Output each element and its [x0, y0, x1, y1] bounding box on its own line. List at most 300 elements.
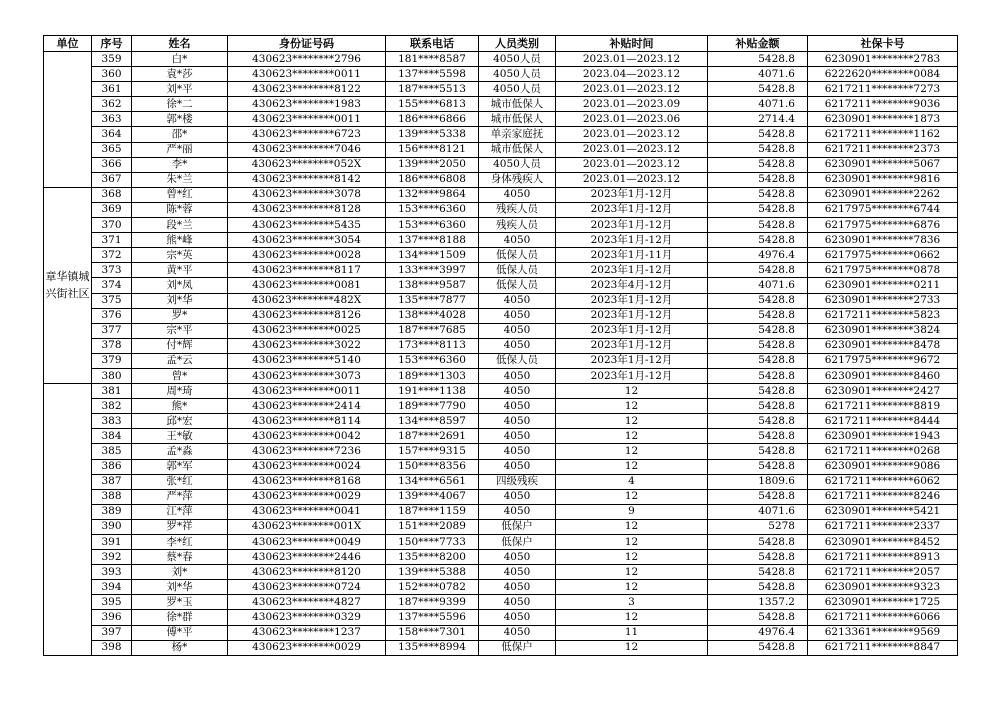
cell-id-number: 430623********8114: [228, 414, 386, 429]
cell-social-card: 6230901********0211: [808, 278, 958, 293]
cell-name: 刘*平: [132, 82, 228, 97]
cell-phone: 137****5596: [386, 610, 479, 625]
cell-phone: 135****8994: [386, 640, 479, 655]
cell-id-number: 430623********7236: [228, 444, 386, 459]
cell-subsidy-period: 2023.04—2023.12: [556, 67, 708, 82]
header-social-card: 社保卡号: [808, 36, 958, 52]
cell-name: 曾*: [132, 368, 228, 383]
cell-category: 4050: [479, 580, 556, 595]
cell-seq: 397: [92, 625, 132, 640]
cell-subsidy-amount: 5428.8: [708, 353, 808, 368]
table-row: [44, 218, 958, 233]
cell-category: 4050: [479, 444, 556, 459]
table-row: [44, 610, 958, 625]
cell-category: 4050: [479, 293, 556, 308]
table-row: [44, 640, 958, 655]
cell-subsidy-period: 2023年1月-12月: [556, 353, 708, 368]
cell-social-card: 6217211********1162: [808, 127, 958, 142]
table-row: [44, 293, 958, 308]
cell-category: 低保户: [479, 535, 556, 550]
cell-phone: 153****6360: [386, 218, 479, 233]
cell-phone: 137****8188: [386, 233, 479, 248]
cell-seq: 364: [92, 127, 132, 142]
cell-unit: [44, 52, 92, 188]
cell-seq: 378: [92, 338, 132, 353]
cell-subsidy-period: 12: [556, 550, 708, 565]
cell-social-card: 6217211********8913: [808, 550, 958, 565]
cell-seq: 369: [92, 202, 132, 217]
cell-id-number: 430623********7046: [228, 142, 386, 157]
cell-subsidy-amount: 5428.8: [708, 429, 808, 444]
cell-phone: 133****3997: [386, 263, 479, 278]
cell-seq: 379: [92, 353, 132, 368]
cell-phone: 139****5338: [386, 127, 479, 142]
cell-name: 刘*: [132, 565, 228, 580]
cell-phone: 187****9399: [386, 595, 479, 610]
cell-subsidy-amount: 5428.8: [708, 580, 808, 595]
table-row: [44, 550, 958, 565]
cell-id-number: 430623********0011: [228, 112, 386, 127]
cell-id-number: 430623********482X: [228, 293, 386, 308]
cell-social-card: 6230901********8478: [808, 338, 958, 353]
cell-category: 城市低保人: [479, 112, 556, 127]
cell-id-number: 430623********8128: [228, 202, 386, 217]
cell-category: 4050: [479, 459, 556, 474]
cell-name: 严*萍: [132, 489, 228, 504]
cell-subsidy-period: 2023年1月-12月: [556, 338, 708, 353]
cell-social-card: 6230901********1943: [808, 429, 958, 444]
cell-phone: 187****2691: [386, 429, 479, 444]
cell-seq: 386: [92, 459, 132, 474]
table-row: [44, 172, 958, 187]
cell-subsidy-period: 2023.01—2023.12: [556, 142, 708, 157]
cell-unit: 章华镇城兴街社区: [44, 187, 92, 383]
cell-seq: 376: [92, 308, 132, 323]
cell-social-card: 6230901********3824: [808, 323, 958, 338]
table-row: [44, 248, 958, 263]
cell-subsidy-amount: 5428.8: [708, 52, 808, 67]
cell-subsidy-period: 12: [556, 565, 708, 580]
cell-name: 熊*: [132, 399, 228, 414]
cell-subsidy-amount: 1809.6: [708, 474, 808, 489]
header-name: 姓名: [132, 36, 228, 52]
cell-seq: 372: [92, 248, 132, 263]
cell-subsidy-amount: 4071.6: [708, 67, 808, 82]
cell-social-card: 6230901********5067: [808, 157, 958, 172]
table-row: [44, 444, 958, 459]
cell-name: 罗*祥: [132, 519, 228, 534]
cell-id-number: 430623********0081: [228, 278, 386, 293]
cell-id-number: 430623********001X: [228, 519, 386, 534]
cell-name: 袁*莎: [132, 67, 228, 82]
cell-subsidy-period: 12: [556, 640, 708, 655]
cell-phone: 181****8587: [386, 52, 479, 67]
table-row: [44, 97, 958, 112]
cell-subsidy-period: 12: [556, 489, 708, 504]
header-seq: 序号: [92, 36, 132, 52]
header-subsidy-period: 补贴时间: [556, 36, 708, 52]
cell-subsidy-period: 2023.01—2023.12: [556, 127, 708, 142]
table-row: [44, 202, 958, 217]
cell-id-number: 430623********0041: [228, 504, 386, 519]
cell-seq: 395: [92, 595, 132, 610]
cell-subsidy-amount: 5428.8: [708, 444, 808, 459]
cell-id-number: 430623********0028: [228, 248, 386, 263]
cell-subsidy-period: 2023.01—2023.12: [556, 82, 708, 97]
cell-subsidy-period: 2023.01—2023.12: [556, 52, 708, 67]
cell-social-card: 6213361********9569: [808, 625, 958, 640]
cell-id-number: 430623********2414: [228, 399, 386, 414]
cell-name: 付*辉: [132, 338, 228, 353]
cell-category: 4050: [479, 399, 556, 414]
table-row: [44, 474, 958, 489]
cell-id-number: 430623********8117: [228, 263, 386, 278]
cell-subsidy-amount: 5428.8: [708, 489, 808, 504]
cell-subsidy-amount: 2714.4: [708, 112, 808, 127]
table-row: [44, 338, 958, 353]
cell-name: 徐*二: [132, 97, 228, 112]
cell-social-card: 6217211********8847: [808, 640, 958, 655]
cell-seq: 377: [92, 323, 132, 338]
table-row: [44, 52, 958, 67]
cell-subsidy-period: 2023年1月-12月: [556, 187, 708, 202]
cell-subsidy-period: 2023.01—2023.09: [556, 97, 708, 112]
cell-id-number: 430623********2446: [228, 550, 386, 565]
cell-name: 李*红: [132, 535, 228, 550]
cell-social-card: 6230901********7836: [808, 233, 958, 248]
cell-phone: 150****8356: [386, 459, 479, 474]
table-row: [44, 595, 958, 610]
cell-subsidy-amount: 4071.6: [708, 504, 808, 519]
cell-social-card: 6230901********1873: [808, 112, 958, 127]
cell-seq: 384: [92, 429, 132, 444]
cell-phone: 155****6813: [386, 97, 479, 112]
cell-subsidy-period: 2023.01—2023.06: [556, 112, 708, 127]
cell-name: 郭*楼: [132, 112, 228, 127]
cell-name: 周*琦: [132, 384, 228, 399]
cell-social-card: 6217211********6062: [808, 474, 958, 489]
cell-id-number: 430623********0042: [228, 429, 386, 444]
cell-social-card: 6217211********5823: [808, 308, 958, 323]
cell-id-number: 430623********4827: [228, 595, 386, 610]
cell-subsidy-amount: 5428.8: [708, 414, 808, 429]
cell-subsidy-period: 2023年1月-12月: [556, 263, 708, 278]
cell-name: 白*: [132, 52, 228, 67]
table-row: [44, 489, 958, 504]
cell-name: 陈*蓉: [132, 202, 228, 217]
cell-phone: 156****8121: [386, 142, 479, 157]
cell-subsidy-amount: 5428.8: [708, 82, 808, 97]
cell-name: 杨*: [132, 640, 228, 655]
cell-id-number: 430623********5435: [228, 218, 386, 233]
cell-social-card: 6217975********6744: [808, 202, 958, 217]
table-row: [44, 399, 958, 414]
cell-seq: 374: [92, 278, 132, 293]
cell-subsidy-period: 12: [556, 384, 708, 399]
cell-seq: 396: [92, 610, 132, 625]
cell-category: 低保人员: [479, 248, 556, 263]
cell-id-number: 430623********2796: [228, 52, 386, 67]
cell-seq: 370: [92, 218, 132, 233]
cell-id-number: 430623********8120: [228, 565, 386, 580]
cell-id-number: 430623********3022: [228, 338, 386, 353]
cell-name: 邵*: [132, 127, 228, 142]
table-row: [44, 263, 958, 278]
cell-seq: 390: [92, 519, 132, 534]
cell-seq: 361: [92, 82, 132, 97]
cell-category: 低保户: [479, 519, 556, 534]
cell-subsidy-amount: 5428.8: [708, 233, 808, 248]
cell-name: 李*: [132, 157, 228, 172]
cell-category: 4050: [479, 489, 556, 504]
cell-id-number: 430623********0029: [228, 640, 386, 655]
cell-subsidy-amount: 5428.8: [708, 565, 808, 580]
cell-subsidy-amount: 5428.8: [708, 535, 808, 550]
table-row: [44, 323, 958, 338]
cell-seq: 360: [92, 67, 132, 82]
cell-id-number: 430623********3054: [228, 233, 386, 248]
cell-name: 黄*平: [132, 263, 228, 278]
table-row: [44, 580, 958, 595]
cell-name: 孟*淼: [132, 444, 228, 459]
cell-subsidy-period: 2023年4月-12月: [556, 278, 708, 293]
cell-social-card: 6217211********6066: [808, 610, 958, 625]
header-subsidy-amount: 补贴金额: [708, 36, 808, 52]
cell-subsidy-amount: 5428.8: [708, 640, 808, 655]
cell-phone: 135****8200: [386, 550, 479, 565]
cell-seq: 363: [92, 112, 132, 127]
cell-category: 4050: [479, 338, 556, 353]
cell-name: 郭*军: [132, 459, 228, 474]
cell-social-card: 6217211********7273: [808, 82, 958, 97]
cell-category: 4050: [479, 323, 556, 338]
table-row: [44, 625, 958, 640]
table-row: [44, 519, 958, 534]
cell-name: 刘*凤: [132, 278, 228, 293]
cell-subsidy-amount: 5428.8: [708, 338, 808, 353]
cell-subsidy-period: 2023年1月-11月: [556, 248, 708, 263]
table-row: [44, 535, 958, 550]
cell-category: 4050: [479, 187, 556, 202]
table-row: [44, 82, 958, 97]
cell-category: 4050: [479, 504, 556, 519]
cell-subsidy-period: 12: [556, 459, 708, 474]
cell-category: 残疾人员: [479, 202, 556, 217]
header-category: 人员类别: [479, 36, 556, 52]
cell-category: 低保户: [479, 640, 556, 655]
cell-phone: 187****5513: [386, 82, 479, 97]
cell-subsidy-amount: 4071.6: [708, 278, 808, 293]
cell-subsidy-amount: 5428.8: [708, 368, 808, 383]
cell-phone: 137****5598: [386, 67, 479, 82]
table-row: [44, 368, 958, 383]
cell-seq: 362: [92, 97, 132, 112]
table-row: [44, 278, 958, 293]
table-row: [44, 353, 958, 368]
cell-category: 低保人员: [479, 353, 556, 368]
cell-id-number: 430623********5140: [228, 353, 386, 368]
cell-category: 残疾人员: [479, 218, 556, 233]
cell-id-number: 430623********8168: [228, 474, 386, 489]
cell-subsidy-amount: 1357.2: [708, 595, 808, 610]
cell-phone: 135****7877: [386, 293, 479, 308]
cell-subsidy-amount: 5278: [708, 519, 808, 534]
cell-seq: 398: [92, 640, 132, 655]
cell-name: 傅*平: [132, 625, 228, 640]
cell-social-card: 6217211********8819: [808, 399, 958, 414]
cell-id-number: 430623********0024: [228, 459, 386, 474]
table-row: [44, 384, 958, 399]
cell-subsidy-period: 2023年1月-12月: [556, 218, 708, 233]
cell-social-card: 6217211********9036: [808, 97, 958, 112]
cell-category: 4050: [479, 610, 556, 625]
cell-subsidy-amount: 5428.8: [708, 399, 808, 414]
cell-phone: 150****7733: [386, 535, 479, 550]
cell-phone: 138****9587: [386, 278, 479, 293]
cell-social-card: 6222620********0084: [808, 67, 958, 82]
cell-name: 邱*宏: [132, 414, 228, 429]
cell-seq: 387: [92, 474, 132, 489]
cell-category: 4050: [479, 565, 556, 580]
table-row: [44, 187, 958, 202]
cell-seq: 380: [92, 368, 132, 383]
cell-phone: 191****1138: [386, 384, 479, 399]
cell-subsidy-amount: 5428.8: [708, 187, 808, 202]
cell-category: 低保人员: [479, 278, 556, 293]
cell-subsidy-period: 12: [556, 414, 708, 429]
cell-phone: 132****9864: [386, 187, 479, 202]
cell-name: 罗*: [132, 308, 228, 323]
cell-seq: 394: [92, 580, 132, 595]
header-phone: 联系电话: [386, 36, 479, 52]
cell-name: 曾*红: [132, 187, 228, 202]
cell-social-card: 6230901********9816: [808, 172, 958, 187]
header-unit: 单位: [44, 36, 92, 52]
cell-id-number: 430623********0029: [228, 489, 386, 504]
cell-seq: 367: [92, 172, 132, 187]
cell-id-number: 430623********1983: [228, 97, 386, 112]
cell-phone: 139****5388: [386, 565, 479, 580]
cell-name: 段*兰: [132, 218, 228, 233]
cell-category: 4050: [479, 595, 556, 610]
cell-category: 身体残疾人: [479, 172, 556, 187]
cell-subsidy-period: 2023年1月-12月: [556, 308, 708, 323]
cell-subsidy-amount: 5428.8: [708, 610, 808, 625]
cell-id-number: 430623********0724: [228, 580, 386, 595]
cell-category: 四级残疾: [479, 474, 556, 489]
cell-seq: 383: [92, 414, 132, 429]
cell-category: 4050: [479, 384, 556, 399]
cell-phone: 189****1303: [386, 368, 479, 383]
cell-id-number: 430623********052X: [228, 157, 386, 172]
cell-name: 孟*云: [132, 353, 228, 368]
cell-phone: 158****7301: [386, 625, 479, 640]
cell-social-card: 6230901********9086: [808, 459, 958, 474]
table-body: [44, 52, 958, 656]
cell-category: 4050人员: [479, 67, 556, 82]
cell-subsidy-period: 12: [556, 519, 708, 534]
cell-seq: 391: [92, 535, 132, 550]
cell-name: 江*萍: [132, 504, 228, 519]
cell-subsidy-amount: 5428.8: [708, 308, 808, 323]
cell-id-number: 430623********8122: [228, 82, 386, 97]
cell-category: 4050: [479, 233, 556, 248]
cell-subsidy-period: 4: [556, 474, 708, 489]
cell-id-number: 430623********6723: [228, 127, 386, 142]
cell-subsidy-amount: 5428.8: [708, 384, 808, 399]
cell-category: 城市低保人: [479, 97, 556, 112]
cell-social-card: 6217975********0878: [808, 263, 958, 278]
cell-social-card: 6230901********2783: [808, 52, 958, 67]
cell-social-card: 6217975********6876: [808, 218, 958, 233]
cell-seq: 389: [92, 504, 132, 519]
cell-seq: 388: [92, 489, 132, 504]
cell-seq: 393: [92, 565, 132, 580]
cell-subsidy-period: 2023.01—2023.12: [556, 172, 708, 187]
cell-category: 4050: [479, 625, 556, 640]
cell-social-card: 6230901********5421: [808, 504, 958, 519]
cell-name: 刘*华: [132, 293, 228, 308]
cell-category: 4050: [479, 308, 556, 323]
cell-subsidy-period: 2023年1月-12月: [556, 323, 708, 338]
cell-category: 低保人员: [479, 263, 556, 278]
cell-phone: 186****6866: [386, 112, 479, 127]
table-row: [44, 233, 958, 248]
cell-social-card: 6217975********0662: [808, 248, 958, 263]
cell-social-card: 6230901********8460: [808, 368, 958, 383]
cell-category: 4050: [479, 550, 556, 565]
cell-phone: 139****2050: [386, 157, 479, 172]
cell-social-card: 6217211********0268: [808, 444, 958, 459]
cell-id-number: 430623********3073: [228, 368, 386, 383]
cell-social-card: 6230901********2262: [808, 187, 958, 202]
cell-seq: 359: [92, 52, 132, 67]
cell-category: 单亲家庭抚: [479, 127, 556, 142]
cell-subsidy-amount: 5428.8: [708, 263, 808, 278]
cell-social-card: 6230901********8452: [808, 535, 958, 550]
cell-social-card: 6217975********9672: [808, 353, 958, 368]
cell-subsidy-amount: 4976.4: [708, 625, 808, 640]
table-row: [44, 112, 958, 127]
cell-phone: 153****6360: [386, 202, 479, 217]
cell-name: 熊*峰: [132, 233, 228, 248]
cell-phone: 153****6360: [386, 353, 479, 368]
cell-phone: 138****4028: [386, 308, 479, 323]
table-row: [44, 157, 958, 172]
table-row: [44, 414, 958, 429]
header-row: [44, 36, 958, 52]
cell-phone: 152****0782: [386, 580, 479, 595]
table-row: [44, 429, 958, 444]
cell-unit: [44, 384, 92, 656]
cell-subsidy-amount: 4071.6: [708, 97, 808, 112]
cell-seq: 368: [92, 187, 132, 202]
cell-category: 城市低保人: [479, 142, 556, 157]
cell-id-number: 430623********3078: [228, 187, 386, 202]
cell-category: 4050: [479, 414, 556, 429]
cell-subsidy-period: 2023年1月-12月: [556, 202, 708, 217]
cell-seq: 381: [92, 384, 132, 399]
cell-subsidy-amount: 5428.8: [708, 202, 808, 217]
cell-subsidy-period: 11: [556, 625, 708, 640]
cell-seq: 373: [92, 263, 132, 278]
cell-subsidy-amount: 5428.8: [708, 323, 808, 338]
cell-social-card: 6217211********8444: [808, 414, 958, 429]
cell-id-number: 430623********1237: [228, 625, 386, 640]
cell-subsidy-period: 2023年1月-12月: [556, 293, 708, 308]
cell-phone: 189****7790: [386, 399, 479, 414]
cell-name: 严*丽: [132, 142, 228, 157]
